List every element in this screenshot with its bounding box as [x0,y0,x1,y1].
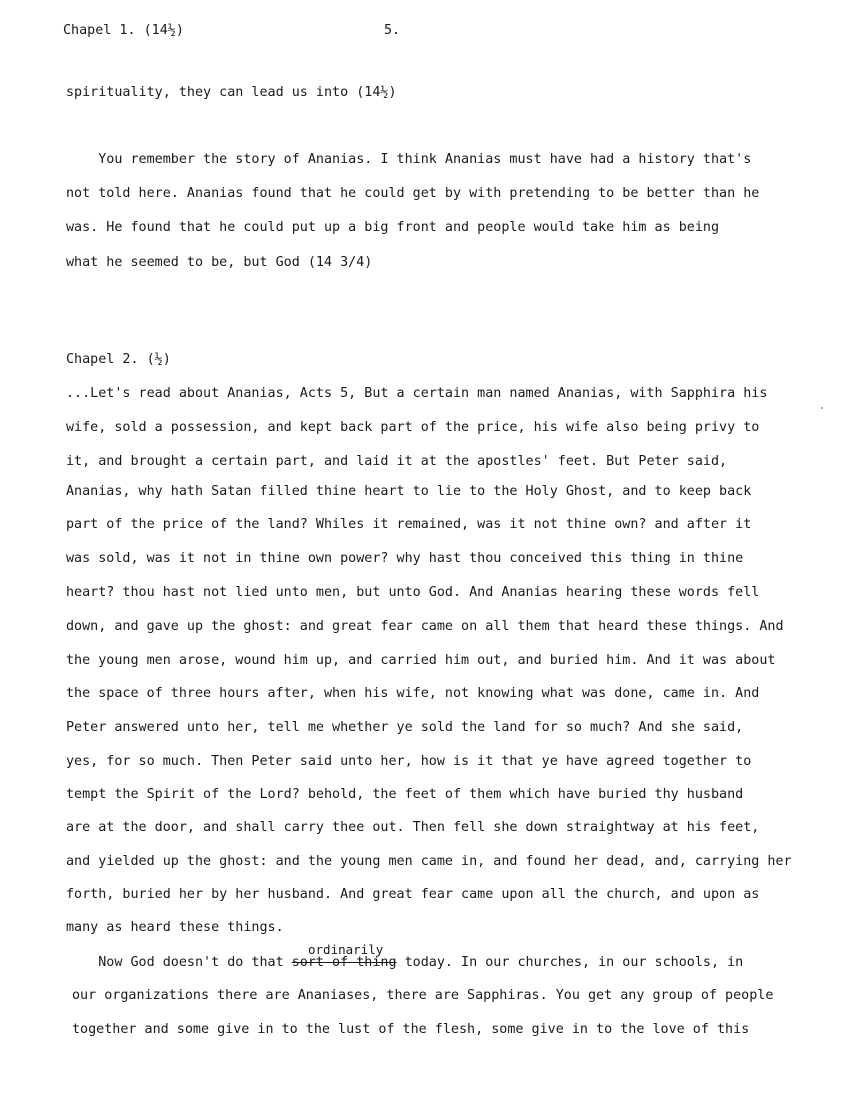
inserted-word: ordinarily [308,942,384,957]
scripture-line: heart? thou hast not lied unto men, but unto God. And Ananias hearing these words fell [66,585,760,600]
scripture-line: and yielded up the ghost: and the young men came in, and found her dead, and, carrying her [66,854,792,869]
scripture-line: ...Let's read about Ananias, Acts 5, But a certain man named Ananias, with Sapphira his [66,386,768,401]
scripture-line: are at the door, and shall carry thee out. Then fell she down straightway at his feet, [66,820,760,835]
section-heading: Chapel 2. (½) [66,352,171,367]
scripture-line: was sold, was it not in thine own power? why hast thou conceived this thing in thine [66,551,744,566]
lead-line: spirituality, they can lead us into (14½) [66,85,397,100]
closing-start: Now God doesn't do that [66,955,292,970]
scripture-line: many as heard these things. [66,920,284,935]
closing-first-line [66,955,743,970]
closing-line: our organizations there are Ananiases, there are Sapphiras. You get any group of people [72,988,774,1003]
scan-speck [821,407,823,409]
scripture-line: tempt the Spirit of the Lord? behold, the feet of them which have buried thy husband [66,787,744,802]
scripture-line: Peter answered unto her, tell me whether ye sold the land for so much? And she said, [66,720,744,735]
scripture-line: Ananias, why hath Satan filled thine heart to lie to the Holy Ghost, and to keep back [66,484,752,499]
paragraph-line: was. He found that he could put up a big front and people would take him as being [66,220,720,235]
paragraph-line: not told here. Ananias found that he could get by with pretending to be better than he [66,186,760,201]
scripture-line: yes, for so much. Then Peter said unto her, how is it that ye have agreed together to [66,754,752,769]
closing-line: together and some give in to the lust of the flesh, some give in to the love of this [72,1022,750,1037]
scripture-line: the young men arose, wound him up, and carried him out, and buried him. And it was about [66,653,776,668]
scripture-line: wife, sold a possession, and kept back part of the price, his wife also being privy to [66,420,760,435]
paragraph-line: You remember the story of Ananias. I think Ananias must have had a history that's [66,152,752,167]
scripture-line: it, and brought a certain part, and laid it at the apostles' feet. But Peter said, [66,454,728,469]
scripture-line: the space of three hours after, when his wife, not knowing what was done, came in. And [66,686,760,701]
page-number: 5. [384,23,401,38]
closing-end: today. In our churches, in our schools, in [396,955,744,970]
scripture-line: down, and gave up the ghost: and great fear came on all them that heard these things. And [66,619,784,634]
struck-phrase: sort-of-thing [291,955,397,970]
paragraph-line: what he seemed to be, but God (14 3/4) [66,255,373,270]
scripture-line: part of the price of the land? Whiles it remained, was it not thine own? and after it [66,517,752,532]
header-left: Chapel 1. (14½) [63,23,184,38]
scripture-line: forth, buried her by her husband. And great fear came upon all the church, and upon as [66,887,760,902]
